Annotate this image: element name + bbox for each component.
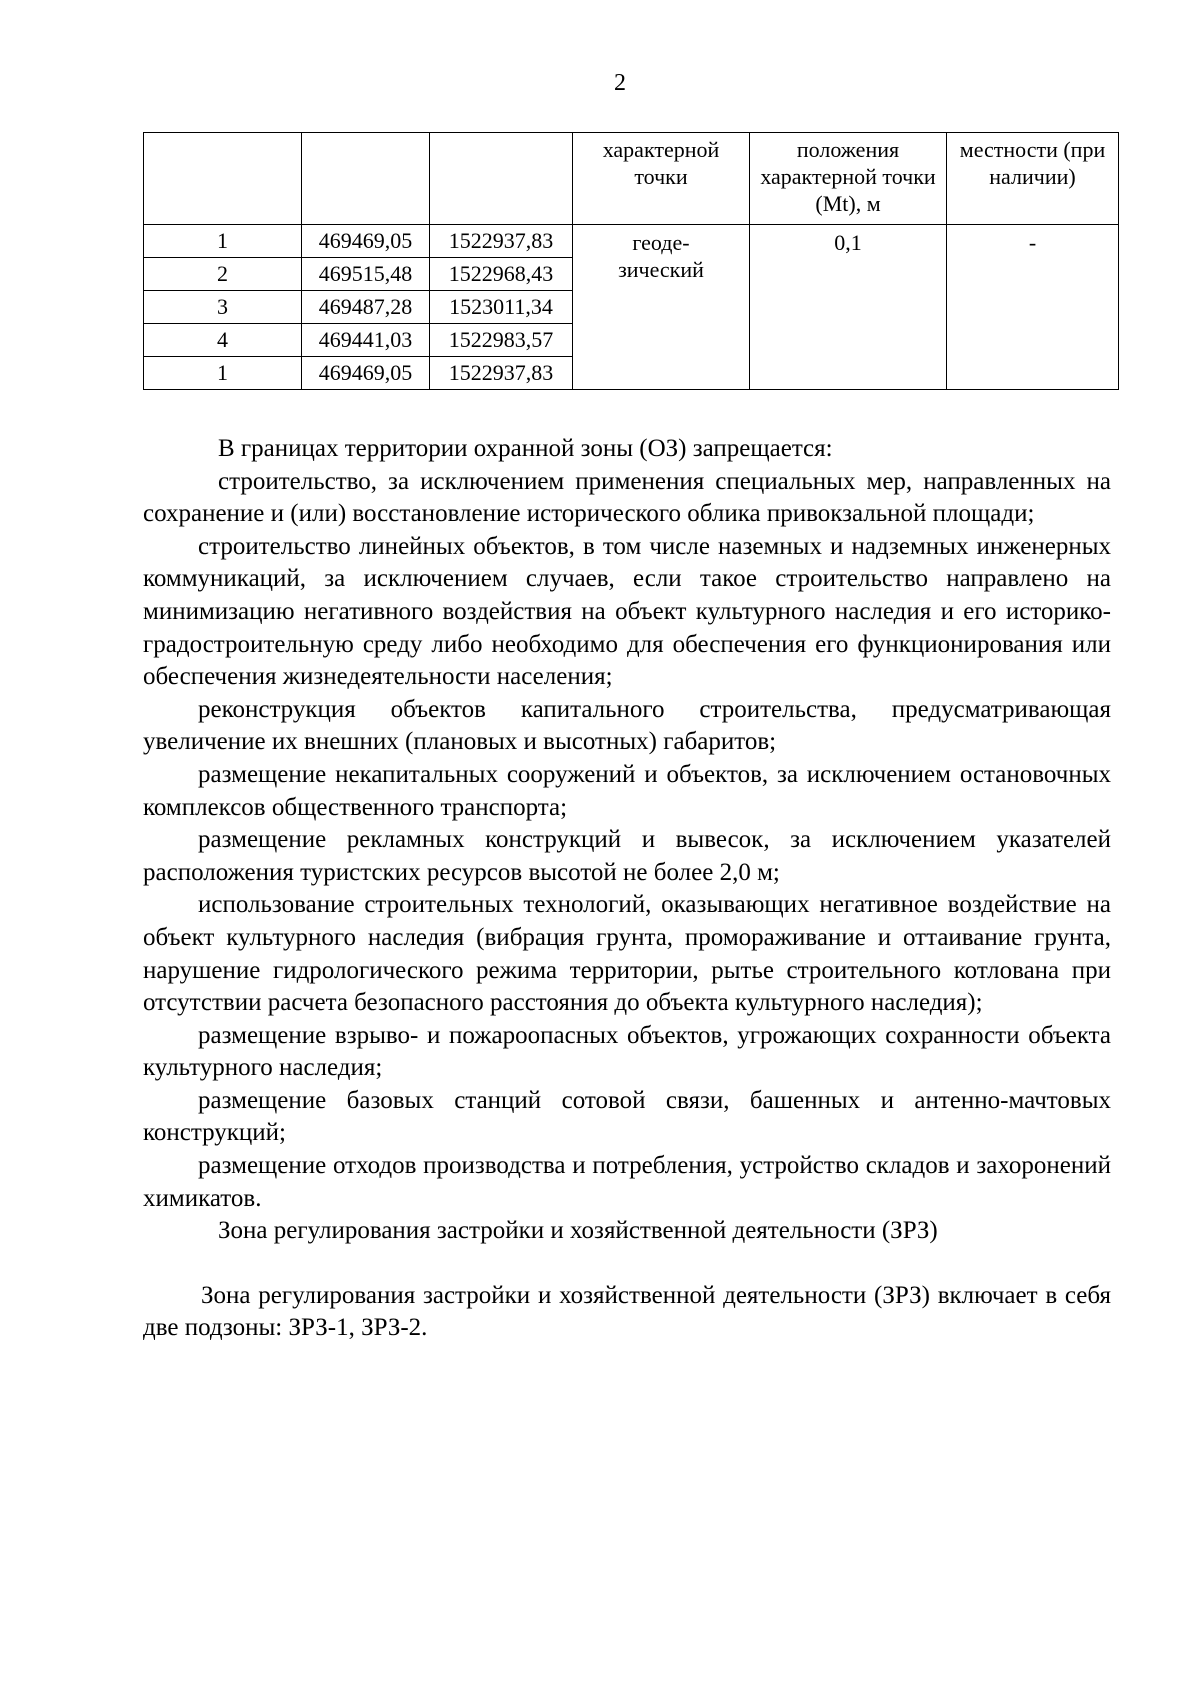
coord-y: 1522968,43 xyxy=(430,258,573,291)
header-cell: положения характерной точки (Mt), м xyxy=(750,133,947,225)
point-number: 2 xyxy=(144,258,302,291)
restrictions-heading: В границах территории охранной зоны (ОЗ) запрещается: xyxy=(218,435,833,462)
coord-y: 1522937,83 xyxy=(430,225,573,258)
header-cell: местности (при наличии) xyxy=(947,133,1119,225)
point-number: 4 xyxy=(144,324,302,357)
restriction-item: строительство, за исключением применения специальных мер, направленных на сохранение и (или) восстановление исторического облика привокзальной площади; xyxy=(143,467,1111,528)
header-cell xyxy=(144,133,302,225)
coordinates-table xyxy=(143,132,1119,390)
coord-x: 469469,05 xyxy=(302,357,430,390)
restriction-item: реконструкция объектов капитального строительства, предусматривающая увеличение их внешних (плановых и высотных) габаритов; xyxy=(143,695,1111,756)
zone-paragraph: Зона регулирования застройки и хозяйственной деятельности (ЗРЗ) включает в себя две подзоны: ЗРЗ-1, ЗРЗ-2. xyxy=(143,1281,1111,1342)
coord-x: 469487,28 xyxy=(302,291,430,324)
coord-x: 469515,48 xyxy=(302,258,430,291)
header-cell xyxy=(302,133,430,225)
restriction-item: размещение базовых станций сотовой связи, башенных и антенно-мачтовых конструкций; xyxy=(143,1086,1111,1147)
restriction-item: размещение некапитальных сооружений и объектов, за исключением остановочных комплексов общественного транспорта; xyxy=(143,760,1111,821)
method-cell: геоде- зический xyxy=(573,225,750,390)
point-number: 1 xyxy=(144,225,302,258)
restriction-item: размещение рекламных конструкций и вывесок, за исключением указателей расположения туристских ресурсов высотой не более 2,0 м; xyxy=(143,826,1111,886)
point-number: 1 xyxy=(144,357,302,390)
spacer xyxy=(143,1248,1111,1280)
zone-heading: Зона регулирования застройки и хозяйственной деятельности (ЗРЗ) xyxy=(218,1217,938,1245)
restriction-item: строительство линейных объектов, в том числе наземных и надземных инженерных коммуникаций, за исключением случаев, если такое строительство направлено на минимизацию негативного воздействия на объект культурного наследия и его историко-градостроительную среду либо необходимо для обеспечения его функционирования или обеспечения жизнедеятельности населения; xyxy=(143,532,1111,691)
restrictions-text xyxy=(143,433,1111,1345)
point-number: 3 xyxy=(144,291,302,324)
table-header-row xyxy=(144,133,1119,225)
accuracy-cell: 0,1 xyxy=(750,225,947,390)
header-cell xyxy=(430,133,573,225)
coord-y: 1522937,83 xyxy=(430,357,573,390)
page-number: 2 xyxy=(614,70,626,96)
header-cell: характерной точки xyxy=(573,133,750,225)
restriction-item: размещение взрыво- и пожароопасных объектов, угрожающих сохранности объекта культурного наследия; xyxy=(143,1021,1111,1082)
table-row xyxy=(144,225,1119,258)
coord-y: 1522983,57 xyxy=(430,324,573,357)
coord-y: 1523011,34 xyxy=(430,291,573,324)
coord-x: 469469,05 xyxy=(302,225,430,258)
description-cell: - xyxy=(947,225,1119,390)
coord-x: 469441,03 xyxy=(302,324,430,357)
restriction-item: размещение отходов производства и потребления, устройство складов и захоронений химикатов. xyxy=(143,1152,1111,1212)
restriction-item: использование строительных технологий, оказывающих негативное воздействие на объект культурного наследия (вибрация грунта, промораживание и оттаивание грунта, нарушение гидрологического режима территории, рытье строительного котлована при отсутствии расчета безопасного расстояния до объекта культурного наследия); xyxy=(143,891,1111,1017)
